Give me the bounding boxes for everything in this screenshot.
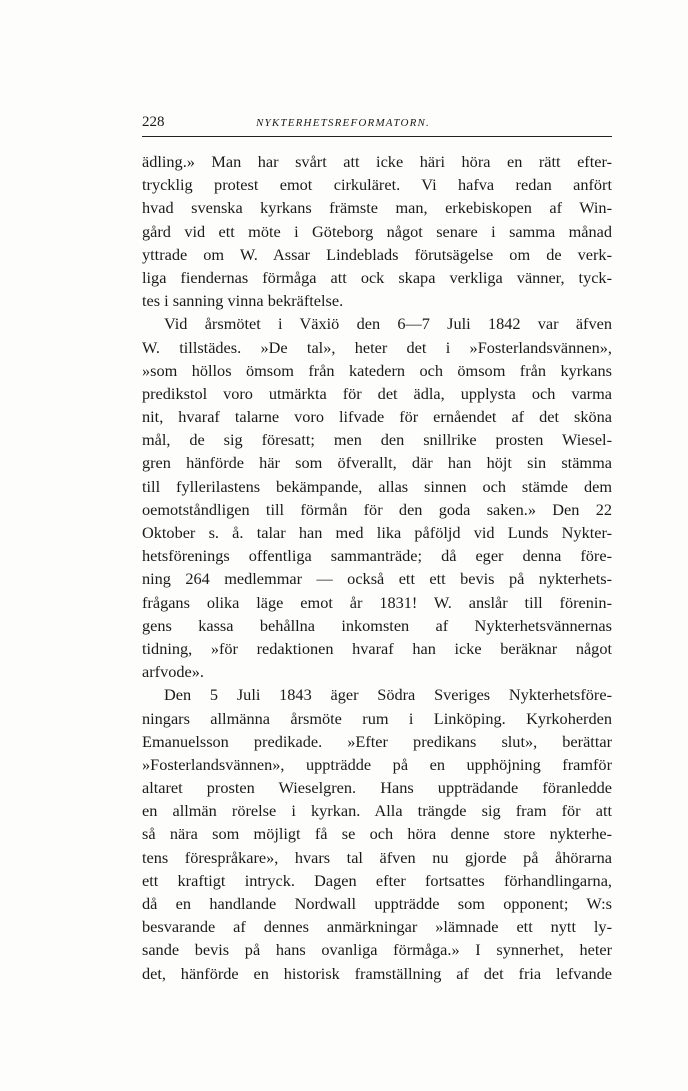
text-line: nit, hvaraf talarne voro lifvade för ernåendet af det sköna [142, 407, 612, 427]
running-head: NYKTERHETSREFORMATORN. [256, 117, 430, 129]
text-line: oemotståndligen till förmån för den goda saken.» Den 22 [142, 499, 612, 519]
text-line: mål, de sig föresatt; men den snillrike prosten Wiesel- [142, 430, 612, 450]
text-line: gård vid ett möte i Göteborg något senare i samma månad [142, 221, 612, 241]
text-line: »som höllos ömsom från katedern och ömsom från kyrkans [142, 360, 612, 380]
body-text [142, 150, 612, 985]
text-line: besvarande af dennes anmärkningar »lämnade ett nytt ly- [142, 917, 612, 937]
text-line: ädling.» Man har svårt att icke häri höra en rätt efter- [142, 152, 612, 171]
text-line: predikstol voro utmärkta för det ädla, upplysta och varma [142, 383, 612, 403]
text-line: hvad svenska kyrkans främste man, erkebiskopen af Win- [142, 198, 612, 218]
page-number: 228 [142, 114, 165, 130]
text-line: då en handlande Nordwall uppträdde som opponent; W:s [142, 894, 612, 913]
text-line: gren hänförde här som öfverallt, där han höjt sin stämma [142, 453, 612, 473]
text-line: »Fosterlandsvännen», uppträdde på en upphöjning framför [142, 754, 612, 774]
text-line: yttrade om W. Assar Lindeblads förutsägelse om de verk- [142, 244, 612, 264]
text-line: sande bevis på hans ovanliga förmåga.» I synnerhet, heter [142, 940, 612, 960]
text-line: arfvode». [142, 662, 204, 682]
text-line: det, hänförde en historisk framställning af det fria lefvande [142, 963, 612, 983]
text-line: så nära som möjligt få se och höra denne store nykterhe- [142, 824, 612, 844]
text-line: W. tillstädes. »De tal», heter det i »Fosterlandsvännen», [142, 337, 612, 357]
text-line: en allmän rörelse i kyrkan. Alla trängde sig fram för att [142, 801, 612, 821]
text-line: Den 5 Juli 1843 äger Södra Sveriges Nykterhetsföre- [164, 685, 612, 705]
text-line: tens förespråkare», hvars tal äfven nu gjorde på åhörarna [142, 847, 612, 867]
text-line: tidning, »för redaktionen hvaraf han icke beräknar något [142, 638, 612, 658]
text-line: hetsförenings offentliga sammanträde; då eger denna före- [142, 546, 612, 566]
text-line: Vid årsmötet i Växiö den 6—7 Juli 1842 var äfven [164, 314, 612, 334]
text-line: gens kassa behållna inkomsten af Nykterhetsvännernas [142, 615, 612, 635]
text-line: trycklig protest emot cirkuläret. Vi hafva redan anfört [142, 175, 612, 195]
text-line: Emanuelsson predikade. »Efter predikans slut», berättar [142, 731, 612, 751]
text-line: tes i sanning vinna bekräftelse. [142, 291, 344, 311]
text-line: till fyllerilastens bekämpande, allas sinnen och stämde dem [142, 476, 612, 496]
text-line: ett kraftigt intryck. Dagen efter fortsattes förhandlingarna, [142, 870, 612, 890]
text-line: frågans olika läge emot år 1831! W. anslår till förenin- [142, 592, 612, 612]
text-line: ning 264 medlemmar — också ett ett bevis på nykterhets- [142, 569, 612, 589]
text-line: altaret prosten Wieselgren. Hans uppträdande föranledde [142, 778, 612, 798]
text-line: liga fiendernas förmåga att ock skapa verkliga vänner, tyck- [142, 267, 612, 287]
text-line: ningars allmänna årsmöte rum i Linköping. Kyrkoherden [142, 708, 612, 728]
page-header [142, 112, 612, 137]
text-line: Oktober s. å. talar han med lika påföljd vid Lunds Nykter- [142, 523, 612, 542]
